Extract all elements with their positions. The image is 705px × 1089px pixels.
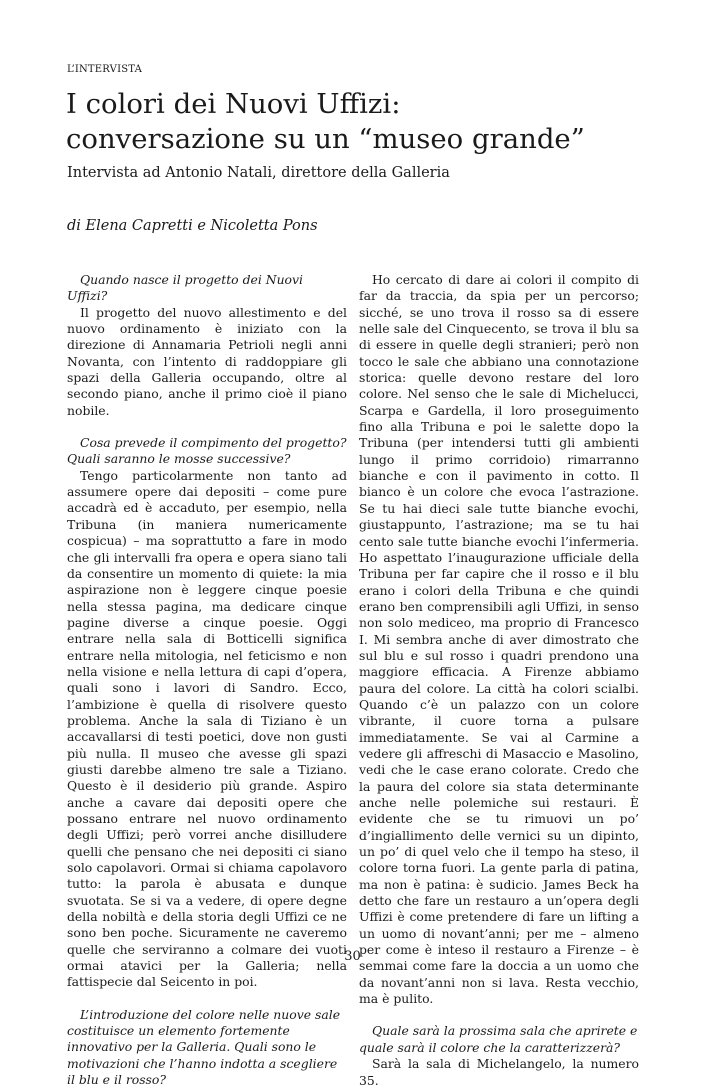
left-column <box>67 272 347 1089</box>
title-line-1: I colori dei Nuovi Uffizi: <box>66 88 401 120</box>
question-3: L’introduzione del colore nelle nuove sale costituisce un elemento fortemente innovativo per la Galleria. Quali sono le motivazioni che l’hanno indotta a scegliere il blu e il rosso? <box>67 1006 341 1088</box>
paragraph-gap <box>67 419 347 435</box>
article-authors: di Elena Capretti e Nicoletta Pons <box>67 218 318 234</box>
title-line-2: conversazione su un “museo grande” <box>66 123 585 155</box>
right-column <box>359 272 639 1089</box>
answer-1: Il progetto del nuovo allestimento e del nuovo ordinamento è iniziato con la direzione di Annamaria Petrioli negli anni Novanta, con l’intento di raddoppiare gli spazi della Galleria occupando, oltre al secondo piano, anche il primo cioè il piano nobile. <box>67 304 347 418</box>
question-1: Quando nasce il progetto dei Nuovi Uffizi? <box>67 272 303 304</box>
question-2: Cosa prevede il compimento del progetto? Quali saranno le mosse successive? <box>67 435 347 467</box>
answer-4: Sarà la sala di Michelangelo, la numero 35. <box>359 1056 639 1088</box>
answer-3: Ho cercato di dare ai colori il compito di far da traccia, da spia per un percorso; sicché, se uno trova il rosso sa di essere nelle sale del Cinquecento, se trova il blu sa di essere in quelle degli stranieri; però non tocco le sale che abbiano una connotazione storica: quelle devono restare del loro colore. Nel senso che le sale di Michelucci, Scarpa e Gardella, il loro proseguimento fino alla Tribuna e poi le salette dopo la Tribuna (per intendersi tutti gli ambienti lungo il primo corridoio) rimarranno bianche e con il pavimento in cotto. Il bianco è un colore che evoca l’astrazione. Se tu hai dieci sale tutte bianche evochi, giustappunto, l’astrazione; ma se tu hai cento sale tutte bianche evochi l’infermeria. Ho aspettato l’inaugurazione ufficiale della Tribuna per far capire che il rosso e il blu erano i colori della Tribuna e che quindi erano ben comprensibili agli Uffizi, in senso non solo mediceo, ma proprio di Francesco I. Mi sembra anche di aver dimostrato che sul blu e sul rosso i quadri prendono una maggiore efficacia. A Firenze abbiamo paura del colore. La città ha colori scialbi. Quando c’è un palazzo con un colore vibrante, il cuore torna a pulsare immediatamente. Se vai al Carmine a vedere gli affreschi di Masaccio e Masolino, vedi che le case erano colorate. Credo che la paura del colore sia stata determinante anche nelle polemiche sui restauri. È evidente che se tu rimuovi un po’ d’ingiallimento delle vernici su un dipinto, un po’ di quel velo che il tempo ha steso, il colore torna fuori. La gente parla di patina, ma non è patina: è sudicio. James Beck ha detto che fare un restauro a un’opera degli Uffizi è come pretendere di fare un lifting a un uomo di novant’anni; per me – almeno per come è inteso il restauro a Firenze – è semmai come fare la doccia a un uomo che da novant’anni non si lava. Resta vecchio, ma è pulito. <box>359 272 639 1007</box>
section-label: L’INTERVISTA <box>67 64 143 75</box>
article-subtitle: Intervista ad Antonio Natali, direttore della Galleria <box>67 165 450 181</box>
article-title <box>66 87 585 157</box>
page-number: 30 <box>344 949 361 964</box>
question-4: Quale sarà la prossima sala che aprirete e quale sarà il colore che la caratterizzerà? <box>359 1023 638 1055</box>
paragraph-gap <box>359 1007 639 1023</box>
answer-2: Tengo particolarmente non tanto ad assumere opere dai depositi – come pure accadrà ed è accaduto, per esempio, nella Tribuna (in maniera numericamente cospicua) – ma soprattutto a fare in modo che gli intervalli fra opera e opera siano tali da consentire un momento di quiete: la mia aspirazione non è leggere cinque poesie nella stessa pagina, ma dedicare cinque pagine diverse a cinque poesie. Oggi entrare nella sala di Botticelli significa entrare nella mitologia, nel feticismo e non nella visione e nella lettura di capi d’opera, quali sono i lavori di Sandro. Ecco, l’ambizione è quella di risolvere questo problema. Anche la sala di Tiziano è un accavallarsi di testi poetici, dove non gusti più nulla. Il museo che avesse gli spazi giusti darebbe almeno tre sale a Tiziano. Questo è il desiderio più grande. Aspiro anche a cavare dai depositi opere che possano entrare nel nuovo ordinamento degli Uffizi; però vorrei anche disilludere quelli che pensano che nei depositi ci siano solo capolavori. Ormai si chiama capolavoro tutto: la parola è abusata e dunque svuotata. Se si va a vedere, di opere degne della nobiltà e della storia degli Uffizi ce ne sono ben poche. Sicuramente ne caveremo quelle che serviranno a colmare dei vuoti ormai atavici per la Galleria; nella fattispecie dal Seicento in poi. <box>67 467 347 990</box>
paragraph-gap <box>67 991 347 1007</box>
